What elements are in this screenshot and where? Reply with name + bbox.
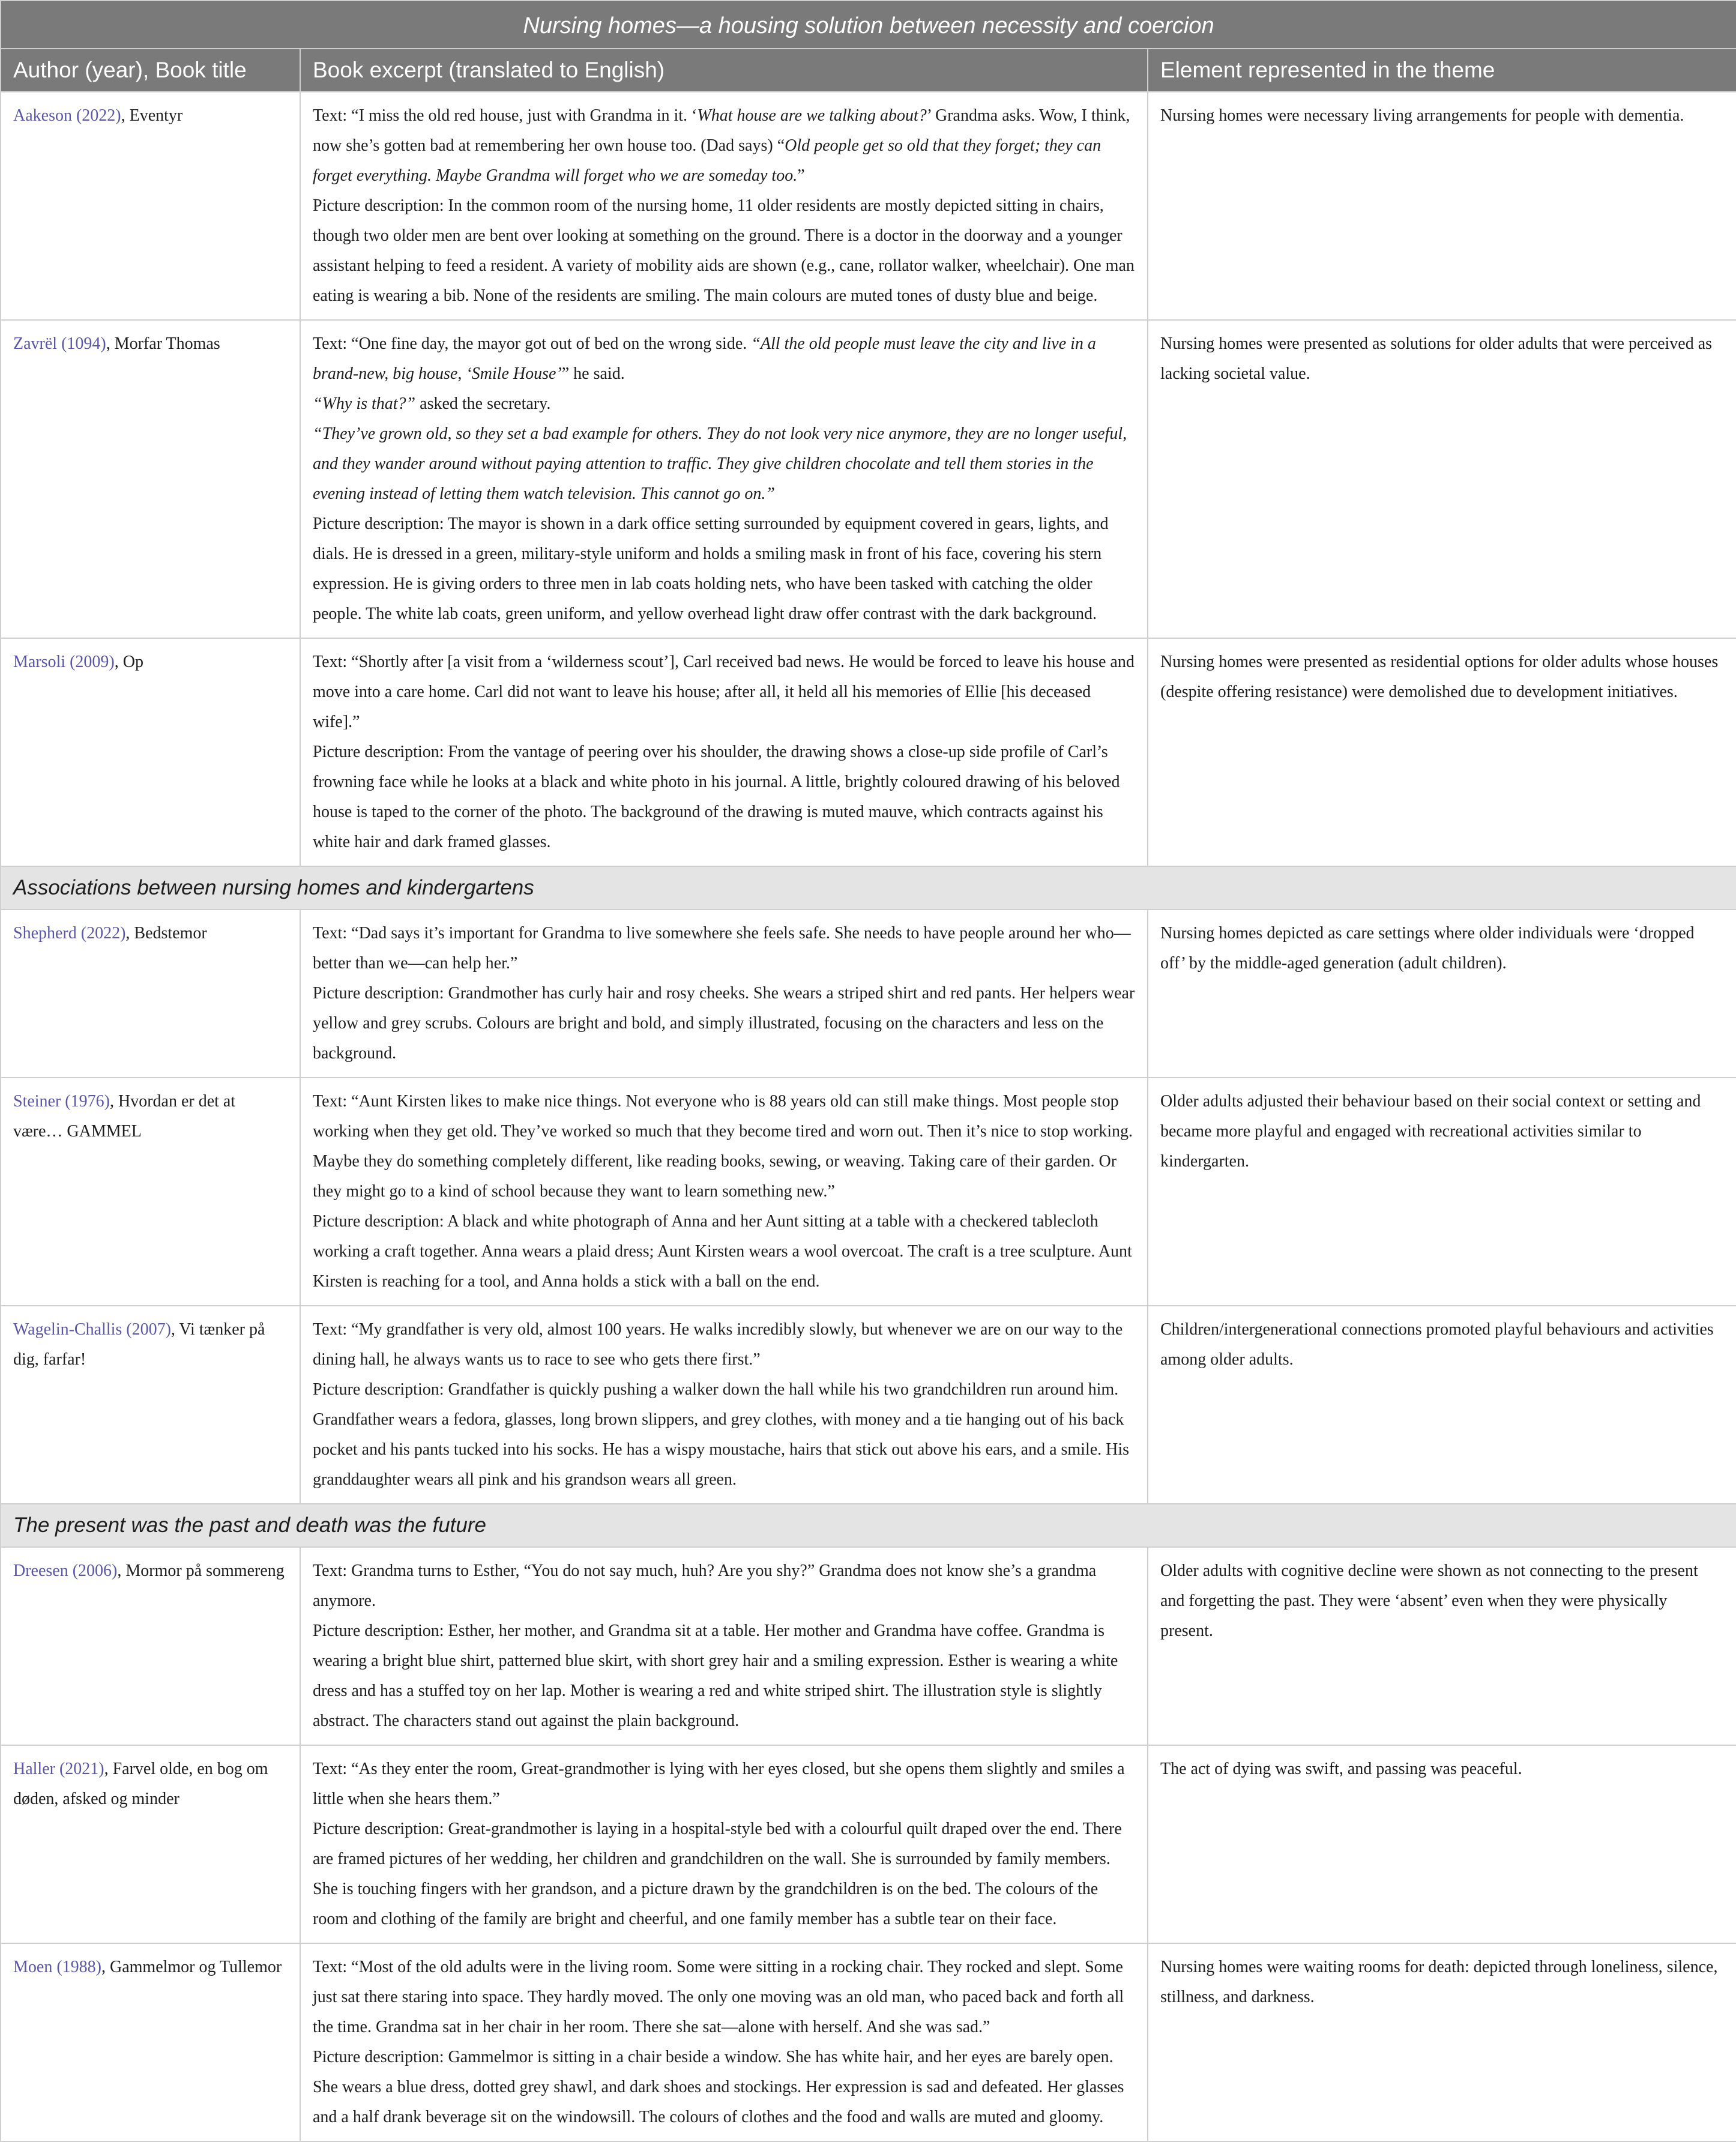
table-title-row [1, 1, 1736, 49]
citation-link[interactable]: Steiner (1976) [13, 1092, 110, 1111]
picture-description: Picture description: Great-grandmother is laying in a hospital-style bed with a colourful quilt draped over the end. There are framed pictures of her wedding, her children and grandchildren on the wall. She is surrounded by family members. She is touching fingers with her grandson, and a picture drawn by the grandchildren is on the bed. The colours of the room and clothing of the family are bright and cheerful, and one family member has a subtle tear on their face. [313, 1820, 1122, 1928]
element-cell: Older adults adjusted their behaviour based on their social context or setting and became more playful and engaged with recreational activities similar to kindergarten. [1148, 1078, 1736, 1306]
element-cell: Nursing homes were waiting rooms for death: depicted through loneliness, silence, stillness, and darkness. [1148, 1943, 1736, 2141]
excerpt-cell [300, 1943, 1148, 2141]
element-cell: Nursing homes were necessary living arrangements for people with dementia. [1148, 92, 1736, 320]
excerpt-text [313, 101, 1135, 191]
author-cell [1, 1745, 300, 1943]
picture-description: Picture description: From the vantage of peering over his shoulder, the drawing shows a close-up side profile of Carl’s frowning face while he looks at a black and white photo in his journal. A little, brightly coloured drawing of his beloved house is taped to the corner of the photo. The background of the drawing is muted mauve, which contracts against his white hair and dark framed glasses. [313, 743, 1120, 851]
excerpt-cell [300, 1547, 1148, 1745]
element-cell: Children/intergenerational connections promoted playful behaviours and activities among older adults. [1148, 1306, 1736, 1504]
author-cell [1, 638, 300, 866]
text-part: ” [797, 166, 805, 185]
table-row [1, 638, 1736, 866]
table-row [1, 1547, 1736, 1745]
excerpt-text [313, 329, 1135, 389]
column-header-row [1, 49, 1736, 92]
table-row [1, 92, 1736, 320]
picture-description: Picture description: A black and white photograph of Anna and her Aunt sitting at a table with a checkered tablecloth working a craft together. Anna wears a plaid dress; Aunt Kirsten wears a wool overcoat. The craft is a tree sculpture. Aunt Kirsten is reaching for a tool, and Anna holds a stick with a ball on the end. [313, 1212, 1132, 1291]
excerpt-cell [300, 638, 1148, 866]
table-row [1, 1943, 1736, 2141]
citation-link[interactable]: Marsoli (2009) [13, 653, 115, 671]
excerpt-cell [300, 910, 1148, 1078]
citation-link[interactable]: Wagelin-Challis (2007) [13, 1320, 171, 1339]
book-title: , Eventyr [121, 106, 183, 125]
picture-description: Picture description: Grandmother has curly hair and rosy cheeks. She wears a striped shirt and red pants. Her helpers wear yellow and grey scrubs. Colours are bright and bold, and simply illustrated, focusing on the characters and less on the background. [313, 984, 1135, 1063]
text-quote: Old people get so old that they forget; they can forget everything. Maybe Grandma will forget who we are someday too. [313, 136, 1102, 185]
citation-link[interactable]: Aakeson (2022) [13, 106, 121, 125]
excerpt-text [313, 419, 1135, 509]
section-row [1, 866, 1736, 910]
table-row [1, 1306, 1736, 1504]
citation-link[interactable]: Dreesen (2006) [13, 1561, 118, 1580]
excerpt-text: Text: “Dad says it’s important for Grandma to live somewhere she feels safe. She needs to have people around her who—better than we—can help her.” [313, 924, 1131, 973]
excerpt-cell [300, 92, 1148, 320]
excerpt-text [313, 389, 1135, 419]
text-quote: “Why is that?” [313, 394, 416, 413]
book-title: , Farvel olde, en bog om døden, afsked og minder [13, 1760, 268, 1808]
table-row [1, 320, 1736, 638]
text-quote: “They’ve grown old, so they set a bad example for others. They do not look very nice anymore, they are no longer useful, and they wander around without paying attention to traffic. They give children chocolate and tell them stories in the evening instead of letting them watch television. This cannot go on.” [313, 424, 1127, 503]
text-part: ” he said. [561, 364, 625, 383]
text-part: Text: “One fine day, the mayor got out of bed on the wrong side. [313, 334, 752, 353]
picture-description: Picture description: In the common room of the nursing home, 11 older residents are mostly depicted sitting in chairs, though two older men are bent over looking at something on the ground. There is a doctor in the doorway and a younger assistant helping to feed a resident. A variety of mobility aids are shown (e.g., cane, rollator walker, wheelchair). One man eating is wearing a bib. None of the residents are smiling. The main colours are muted tones of dusty blue and beige. [313, 196, 1135, 305]
book-title: , Hvordan er det at være… GAMMEL [13, 1092, 236, 1141]
author-cell [1, 320, 300, 638]
excerpt-cell [300, 1078, 1148, 1306]
excerpt-cell [300, 1306, 1148, 1504]
author-cell [1, 910, 300, 1078]
table-row [1, 1745, 1736, 1943]
excerpt-text: Text: “Most of the old adults were in the living room. Some were sitting in a rocking chair. They rocked and slept. Some just sat there staring into space. They hardly moved. The only one moving was an old man, who paced back and forth all the time. Grandma sat in her chair in her room. There she sat—alone with herself. And she was sad.” [313, 1958, 1124, 2036]
element-cell: The act of dying was swift, and passing was peaceful. [1148, 1745, 1736, 1943]
excerpt-text: Text: “Shortly after [a visit from a ‘wilderness scout’], Carl received bad news. He would be forced to leave his house and move into a care home. Carl did not want to leave his house; after all, it held all his memories of Ellie [his deceased wife].” [313, 653, 1135, 731]
section-heading: The present was the past and death was the future [1, 1504, 1736, 1547]
column-header-element: Element represented in the theme [1148, 49, 1736, 92]
excerpt-cell [300, 1745, 1148, 1943]
text-quote: What house are we talking about? [697, 106, 927, 125]
excerpt-text: Text: Grandma turns to Esther, “You do not say much, huh? Are you shy?” Grandma does not know she’s a grandma anymore. [313, 1561, 1097, 1610]
text-quote: “All the old people must leave the city and live in a brand-new, big house, ‘Smile House’ [313, 334, 1096, 383]
element-cell: Older adults with cognitive decline were shown as not connecting to the present and forgetting the past. They were ‘absent’ even when they were physically present. [1148, 1547, 1736, 1745]
citation-link[interactable]: Zavrël (1094) [13, 334, 106, 353]
book-title: , Morfar Thomas [106, 334, 220, 353]
author-cell [1, 1943, 300, 2141]
excerpt-text: Text: “As they enter the room, Great-grandmother is lying with her eyes closed, but she opens them slightly and smiles a little when she hears them.” [313, 1760, 1125, 1808]
book-title: , Vi tænker på dig, farfar! [13, 1320, 265, 1369]
column-header-author: Author (year), Book title [1, 49, 300, 92]
book-title: , Op [114, 653, 143, 671]
picture-description: Picture description: Gammelmor is sitting in a chair beside a window. She has white hair, and her eyes are barely open. She wears a blue dress, dotted grey shawl, and dark shoes and stockings. Her expression is sad and defeated. Her glasses and a half drank beverage sit on the windowsill. The colours of clothes and the food and walls are muted and gloomy. [313, 2048, 1124, 2126]
text-part: asked the secretary. [415, 394, 551, 413]
citation-link[interactable]: Haller (2021) [13, 1760, 104, 1778]
excerpt-cell [300, 320, 1148, 638]
text-part: Text: “I miss the old red house, just with Grandma in it. ‘ [313, 106, 698, 125]
table-row [1, 1078, 1736, 1306]
text-part: ’ Grandma asks. Wow, I think, now she’s gotten bad at remembering her own house too. (Dad says) “ [313, 106, 1130, 155]
element-cell: Nursing homes were presented as residential options for older adults whose houses (despite offering resistance) were demolished due to development initiatives. [1148, 638, 1736, 866]
element-cell: Nursing homes were presented as solutions for older adults that were perceived as lacking societal value. [1148, 320, 1736, 638]
author-cell [1, 1547, 300, 1745]
picture-description: Picture description: The mayor is shown in a dark office setting surrounded by equipment covered in gears, lights, and dials. He is dressed in a green, military-style uniform and holds a smiling mask in front of his face, covering his stern expression. He is giving orders to three men in lab coats holding nets, who have been tasked with catching the older people. The white lab coats, green uniform, and yellow overhead light draw offer contrast with the dark background. [313, 514, 1109, 623]
citation-link[interactable]: Moen (1988) [13, 1958, 101, 1976]
excerpt-text: Text: “Aunt Kirsten likes to make nice things. Not everyone who is 88 years old can still make things. Most people stop working when they get old. They’ve worked so much that they become tired and worn out. Then it’s nice to stop working. Maybe they do something completely different, like reading books, sewing, or weaving. Taking care of their garden. Or they might go to a kind of school because they want to learn something new.” [313, 1092, 1133, 1201]
book-title: , Gammelmor og Tullemor [101, 1958, 282, 1976]
author-cell [1, 92, 300, 320]
book-title: , Bedstemor [125, 924, 207, 943]
column-header-excerpt: Book excerpt (translated to English) [300, 49, 1148, 92]
element-cell: Nursing homes depicted as care settings where older individuals were ‘dropped off’ by the middle-aged generation (adult children). [1148, 910, 1736, 1078]
table-title: Nursing homes—a housing solution between necessity and coercion [1, 1, 1736, 49]
picture-description: Picture description: Esther, her mother, and Grandma sit at a table. Her mother and Grandma have coffee. Grandma is wearing a bright blue shirt, patterned blue skirt, with short grey hair and a smiling expression. Esther is wearing a white dress and has a stuffed toy on her lap. Mother is wearing a red and white striped shirt. The illustration style is slightly abstract. The characters stand out against the plain background. [313, 1622, 1118, 1730]
section-heading: Associations between nursing homes and kindergartens [1, 866, 1736, 910]
author-cell [1, 1078, 300, 1306]
author-cell [1, 1306, 300, 1504]
picture-description: Picture description: Grandfather is quickly pushing a walker down the hall while his two grandchildren run around him. Grandfather wears a fedora, glasses, long brown slippers, and grey clothes, with money and a tie hanging out of his back pocket and his pants tucked into his socks. He has a wispy moustache, hairs that stick out above his ears, and a smile. His granddaughter wears all pink and his grandson wears all green. [313, 1380, 1130, 1489]
excerpt-text: Text: “My grandfather is very old, almost 100 years. He walks incredibly slowly, but whenever we are on our way to the dining hall, he always wants us to race to see who gets there first.” [313, 1320, 1123, 1369]
citation-link[interactable]: Shepherd (2022) [13, 924, 126, 943]
book-title: , Mormor på sommereng [117, 1561, 285, 1580]
table-row [1, 910, 1736, 1078]
section-row [1, 1504, 1736, 1547]
